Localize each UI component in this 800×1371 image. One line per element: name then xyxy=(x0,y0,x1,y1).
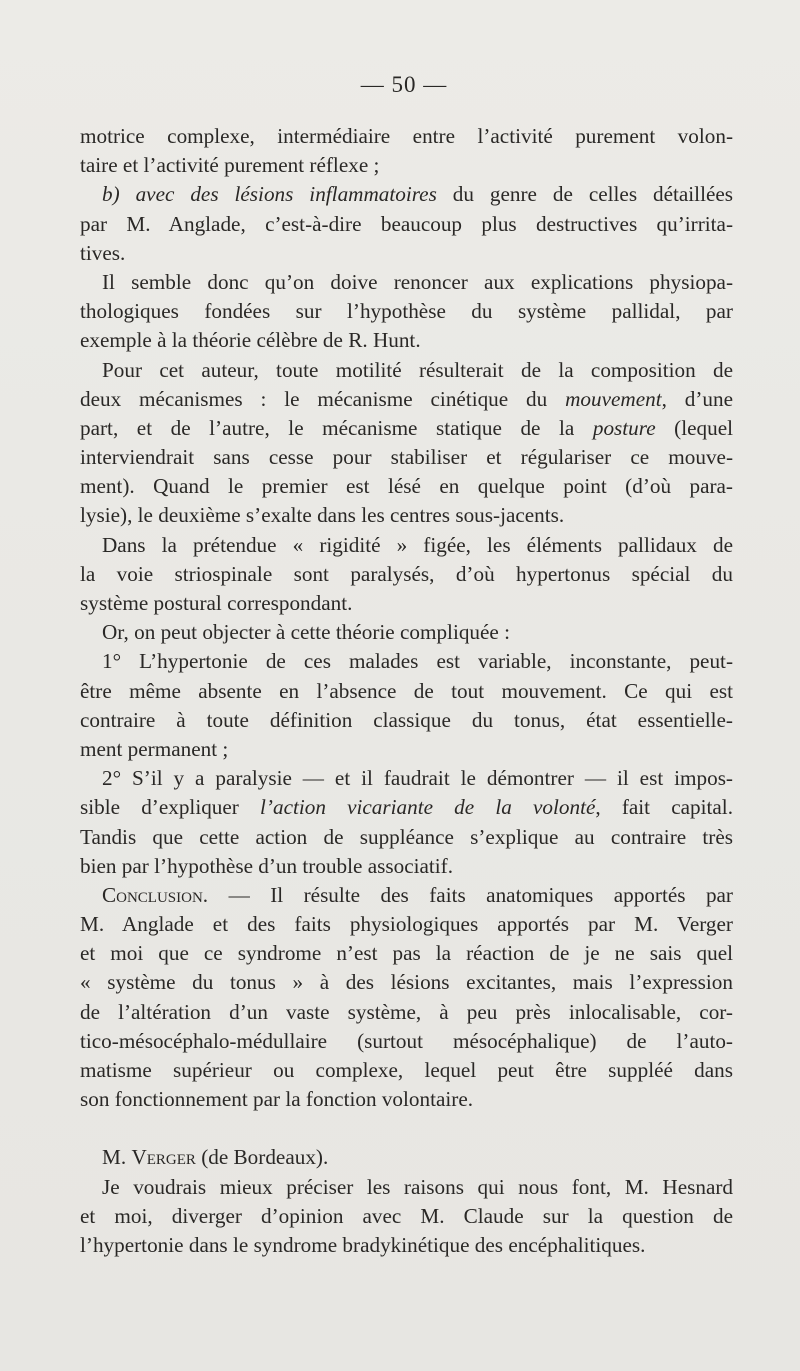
italic-text: b) avec des lésions inflammatoires xyxy=(102,182,437,207)
paragraph-lesions xyxy=(80,180,733,268)
text-line xyxy=(80,1143,733,1172)
text-line xyxy=(80,180,733,209)
speaker-heading xyxy=(80,1143,733,1172)
paragraph-hunt xyxy=(80,356,733,531)
text-line: bien par l’hypothèse d’un trouble associatif. xyxy=(80,853,454,878)
text-segment: du genre de celles détaillées xyxy=(436,182,734,207)
text-line: l’hypertonie dans le syndrome bradykinétique des encéphalitiques. xyxy=(80,1232,646,1257)
text-line: et moi, diverger d’opinion avec M. Claude sur la question de xyxy=(80,1203,733,1228)
italic-text: posture xyxy=(592,415,656,440)
paragraph-continuation xyxy=(80,122,733,180)
text-line: ment permanent ; xyxy=(80,736,229,761)
text-segment: M. xyxy=(102,1145,132,1170)
text-line: exemple à la théorie célèbre de R. Hunt. xyxy=(80,328,421,353)
paragraph-verger xyxy=(80,1173,733,1261)
paragraph-renoncer xyxy=(80,268,733,356)
text-line: Tandis que cette action de suppléance s’explique au contraire très xyxy=(80,824,733,849)
text-line: être même absente en l’absence de tout mouvement. Ce qui est xyxy=(80,678,733,703)
text-line xyxy=(80,414,733,443)
text-segment: , fait capital. xyxy=(595,795,733,820)
text-line: thologiques fondées sur l’hypothèse du système pallidal, par xyxy=(80,299,733,324)
text-line: Il semble donc qu’on doive renoncer aux explications physiopa- xyxy=(102,269,733,294)
paragraph-rigidite xyxy=(80,531,733,619)
text-line: par M. Anglade, c’est-à-dire beaucoup plus destructives qu’irrita- xyxy=(80,211,733,236)
body-text xyxy=(80,122,733,1260)
paragraph-conclusion xyxy=(80,881,733,1115)
text-line: matisme supérieur ou complexe, lequel peut être suppléé dans xyxy=(80,1058,733,1082)
text-segment: part, et de l’autre, le mécanisme statique de la xyxy=(80,415,593,440)
text-segment: (de Bordeaux). xyxy=(195,1145,329,1170)
paragraph-objecter xyxy=(80,618,733,647)
speaker-name: Verger xyxy=(131,1145,196,1170)
text-line: Je voudrais mieux préciser les raisons qui nous font, M. Hesnard xyxy=(102,1174,733,1199)
text-line: lysie), le deuxième s’exalte dans les centres sous-jacents. xyxy=(80,503,565,528)
text-line: ment). Quand le premier est lésé en quelque point (d’où para- xyxy=(80,474,733,499)
text-line: interviendrait sans cesse pour stabiliser et régulariser ce mouve- xyxy=(80,445,733,470)
text-segment: — Il résulte des faits anatomiques apportés par xyxy=(208,882,733,907)
paragraph-point-2 xyxy=(80,764,733,881)
text-segment: sible d’expliquer xyxy=(80,795,261,820)
text-line: Pour cet auteur, toute motilité résulterait de la composition de xyxy=(102,357,733,382)
text-line: « système du tonus » à des lésions excitantes, mais l’expression xyxy=(80,970,733,995)
text-line: de l’altération d’un vaste système, à peu près inlocalisable, cor- xyxy=(80,999,733,1024)
text-line: système postural correspondant. xyxy=(80,591,353,615)
text-line: taire et l’activité purement réflexe ; xyxy=(80,153,380,178)
text-line: 1° L’hypertonie de ces malades est variable, inconstante, peut- xyxy=(102,649,733,674)
text-segment: deux mécanismes : le mécanisme cinétique du xyxy=(80,386,566,411)
text-line xyxy=(80,793,733,822)
paragraph-point-1 xyxy=(80,647,733,764)
italic-text: l’action vicariante de la volonté xyxy=(260,795,596,820)
text-line: la voie striospinale sont paralysés, d’où hypertonus spécial du xyxy=(80,561,733,586)
text-line xyxy=(80,385,733,414)
text-line: motrice complexe, intermédiaire entre l’activité purement volon- xyxy=(80,124,733,148)
text-segment: (lequel xyxy=(655,415,733,440)
conclusion-heading: Conclusion. xyxy=(102,882,209,907)
text-segment: , d’une xyxy=(661,386,733,411)
text-line: 2° S’il y a paralysie — et il faudrait le démontrer — il est impos- xyxy=(102,766,733,791)
text-line: Dans la prétendue « rigidité » figée, les éléments pallidaux de xyxy=(102,532,733,557)
text-line: Or, on peut objecter à cette théorie compliquée : xyxy=(102,620,511,645)
text-line: tico-mésocéphalo-médullaire (surtout mésocéphalique) de l’auto- xyxy=(80,1028,733,1053)
text-line xyxy=(80,881,733,910)
text-line: tives. xyxy=(80,240,126,265)
italic-text: mouvement xyxy=(565,386,662,411)
text-line: contraire à toute définition classique du tonus, état essentielle- xyxy=(80,707,733,732)
section-gap xyxy=(80,1114,733,1143)
text-line: son fonctionnement par la fonction volontaire. xyxy=(80,1087,474,1112)
page-number: — 50 — xyxy=(360,72,448,97)
text-line: M. Anglade et des faits physiologiques apportés par M. Verger xyxy=(80,912,733,937)
text-line: et moi que ce syndrome n’est pas la réaction de je ne sais quel xyxy=(80,941,733,966)
